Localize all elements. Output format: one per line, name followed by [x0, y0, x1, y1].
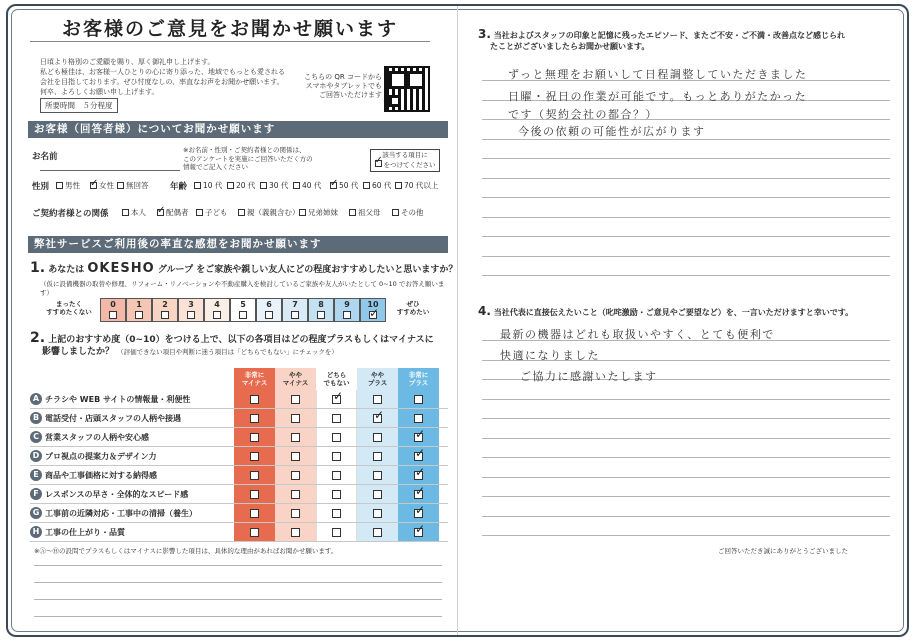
rating-row — [30, 466, 448, 485]
scale-number: 3 — [188, 300, 194, 309]
writing-line[interactable] — [34, 565, 442, 566]
writing-line[interactable] — [482, 516, 890, 517]
rating-checkbox[interactable] — [373, 528, 382, 537]
rating-checkbox[interactable] — [250, 509, 259, 518]
rating-row — [30, 523, 448, 542]
rating-checkbox[interactable] — [414, 452, 423, 461]
rating-checkbox[interactable] — [250, 433, 259, 442]
q3-text-line: たことがございましたらお聞かせ願います。 — [490, 42, 650, 51]
rating-column-header: 非常に プラス — [398, 368, 439, 390]
rating-checkbox[interactable] — [332, 490, 341, 499]
rating-row — [30, 428, 448, 447]
writing-line[interactable] — [34, 582, 442, 583]
rating-checkbox[interactable] — [414, 509, 423, 518]
rating-row-label: B 電話受付・店頭スタッフの人柄や接遇 — [30, 412, 181, 424]
gender-option[interactable] — [90, 180, 114, 191]
scale-option-10[interactable] — [360, 298, 386, 322]
rating-row-label: G 工事前の近隣対応・工事中の清掃（養生） — [30, 507, 197, 519]
relation-label: ご契約者様との関係 — [32, 209, 109, 219]
rating-checkbox[interactable] — [291, 433, 300, 442]
scale-option-4[interactable] — [204, 298, 230, 322]
gender-option-label: 男性 — [65, 181, 80, 190]
rating-checkbox[interactable] — [373, 414, 382, 423]
q3-answer-line: 今後の依頼の可能性が広がります — [518, 125, 706, 138]
rating-row-label: F レスポンスの早さ・全体的なスピード感 — [30, 488, 188, 500]
gender-option-label: 女性 — [99, 181, 114, 190]
rating-checkbox[interactable] — [373, 452, 382, 461]
scale-option-7[interactable] — [282, 298, 308, 322]
rating-row-label: E 商品や工事価格に対する納得感 — [30, 469, 157, 481]
q1-text-a: あなたは — [48, 265, 85, 275]
rating-column-header: やや マイナス — [275, 368, 316, 390]
scale-option-9[interactable] — [334, 298, 360, 322]
checkbox[interactable] — [196, 209, 203, 216]
q3-title — [478, 29, 898, 52]
rating-checkbox[interactable] — [373, 509, 382, 518]
relation-option[interactable] — [157, 207, 189, 218]
rating-checkbox[interactable] — [291, 471, 300, 480]
scale-left-label — [40, 300, 98, 316]
checkbox[interactable] — [392, 209, 399, 216]
rating-checkbox[interactable] — [250, 528, 259, 537]
relation-option[interactable] — [299, 207, 338, 218]
relation-option[interactable] — [122, 207, 146, 218]
scale-checkbox[interactable] — [135, 311, 143, 319]
check-instruction — [370, 149, 440, 172]
q1-subtext: （仮に設備機器の取替や修理、リフォーム・リノベーションや不動産購入を検討しているご家族や友人がいたとして 0~10 でお答え願います） — [40, 280, 445, 297]
checkbox[interactable] — [157, 209, 164, 216]
rating-header — [234, 368, 439, 390]
scale-checkbox[interactable] — [213, 311, 221, 319]
rating-checkbox[interactable] — [332, 471, 341, 480]
rating-checkbox[interactable] — [414, 528, 423, 537]
scale-checkbox[interactable] — [343, 311, 351, 319]
rating-checkbox[interactable] — [332, 433, 341, 442]
survey-section-title: 弊社サービスご利用後の率直な感想をお聞かせ願います — [28, 236, 448, 253]
rating-row — [30, 447, 448, 466]
scale-number: 7 — [292, 300, 298, 309]
scale-number: 9 — [344, 300, 350, 309]
privacy-note-line: このアンケートを実施にご回答いただく方の — [183, 154, 313, 163]
scale-checkbox[interactable] — [187, 311, 195, 319]
scale-checkbox[interactable] — [239, 311, 247, 319]
q3-text-line: 当社およびスタッフの印象と記憶に残ったエピソード、またご不安・ご不満・改善点など感じられ — [493, 31, 845, 40]
q2-title — [30, 332, 450, 358]
checkbox[interactable] — [330, 182, 337, 189]
rating-checkbox[interactable] — [291, 528, 300, 537]
age-option[interactable] — [363, 180, 391, 191]
q4-text: 当社代表に直接伝えたいこと（叱咤激励・ご意見やご要望など）を、一言いただけますと幸いです。 — [493, 308, 854, 317]
checkbox[interactable] — [349, 209, 356, 216]
age-label: 年齢 — [170, 182, 188, 192]
writing-line[interactable] — [482, 197, 890, 198]
thank-you-note: ご回答いただき誠にありがとうございました — [718, 547, 848, 555]
scale-option-8[interactable] — [308, 298, 334, 322]
rating-row-label: A チラシや WEB サイトの情報量・利便性 — [30, 393, 190, 405]
age-option-label: 30 代 — [269, 181, 289, 190]
relation-option[interactable] — [349, 207, 381, 218]
item-letter-badge: E — [30, 469, 42, 481]
rating-checkbox[interactable] — [414, 471, 423, 480]
scale-checkbox[interactable] — [369, 311, 377, 319]
item-letter-badge: B — [30, 412, 42, 424]
writing-line[interactable] — [482, 256, 890, 257]
rating-checkbox[interactable] — [373, 471, 382, 480]
relation-option-label: 兄弟姉妹 — [308, 208, 338, 217]
q3-number: 3. — [478, 27, 491, 41]
checkbox[interactable] — [122, 209, 129, 216]
scale-option-6[interactable] — [256, 298, 282, 322]
q4-number: 4. — [478, 304, 491, 318]
q3-answer-line: 日曜・祝日の作業が可能です。もっとありがたかった — [508, 90, 808, 103]
q4-answer-line: 最新の機器はどれも取扱いやすく、とても便利で — [500, 328, 775, 341]
writing-line[interactable] — [482, 275, 890, 276]
item-letter-badge: F — [30, 488, 42, 500]
checkbox[interactable] — [56, 182, 63, 189]
scale-number: 8 — [318, 300, 324, 309]
q3-answer-line: です（契約会社の都合？） — [508, 108, 658, 121]
scale-checkbox[interactable] — [317, 311, 325, 319]
relation-option-label: 祖父母 — [358, 208, 381, 217]
q2-text-line: 影響しましたか？ — [42, 347, 115, 357]
privacy-note-line: 情報でご記入ください — [183, 163, 248, 171]
rating-row-label: C 営業スタッフの人柄や安心感 — [30, 431, 149, 443]
qr-caption-line: スマホやタブレットでも — [305, 82, 382, 90]
intro-line: 私ども極佳は、お客様一人ひとりの心に寄り添った、地域でもっとも愛される — [40, 68, 285, 76]
gender-option-label: 無回答 — [126, 181, 149, 190]
relation-option[interactable] — [392, 207, 424, 218]
rating-checkbox[interactable] — [332, 528, 341, 537]
rating-checkbox[interactable] — [373, 433, 382, 442]
scale-number: 2 — [162, 300, 168, 309]
scale-right-line: ぜひ — [406, 300, 420, 308]
rating-row — [30, 390, 448, 409]
rating-checkbox[interactable] — [250, 452, 259, 461]
writing-line[interactable] — [482, 236, 890, 237]
writing-line[interactable] — [482, 535, 890, 536]
writing-line[interactable] — [482, 158, 890, 159]
rating-column-header: どちら でもない — [316, 368, 357, 390]
privacy-note-line: ※お名前・性別・ご契約者様との関係は、 — [183, 146, 306, 154]
age-option[interactable] — [194, 180, 222, 191]
age-option[interactable] — [330, 180, 358, 191]
scale-number: 1 — [136, 300, 142, 309]
title-divider — [30, 41, 430, 42]
intro-text — [40, 57, 302, 97]
intro-line: 会社を目指しております。ぜひ忖度なしの、率直なお声をお聞かせ願います。 — [40, 78, 284, 86]
scale-checkbox[interactable] — [109, 311, 117, 319]
rating-checkbox[interactable] — [250, 395, 259, 404]
rating-checkbox[interactable] — [414, 433, 423, 442]
age-option-label: 60 代 — [372, 181, 392, 190]
relation-option[interactable] — [238, 207, 300, 218]
rating-checkbox[interactable] — [332, 509, 341, 518]
brand-logo: OKESHO — [87, 261, 155, 276]
qr-caption — [300, 73, 382, 100]
rating-row — [30, 504, 448, 523]
checkbox[interactable] — [238, 209, 245, 216]
rating-row — [30, 409, 448, 428]
age-option[interactable] — [260, 180, 288, 191]
writing-line[interactable] — [482, 477, 890, 478]
rating-checkbox[interactable] — [291, 414, 300, 423]
intro-line: 何卒、よろしくお願い申し上げます。 — [40, 88, 159, 96]
rating-checkbox[interactable] — [332, 414, 341, 423]
checkbox[interactable] — [90, 182, 97, 189]
q4-answer-line: ご協力に感謝いたします — [520, 370, 658, 383]
scale-option-5[interactable] — [230, 298, 256, 322]
relation-option[interactable] — [196, 207, 228, 218]
writing-line[interactable] — [482, 399, 890, 400]
checkbox[interactable] — [363, 182, 370, 189]
rating-checkbox[interactable] — [373, 490, 382, 499]
checkbox[interactable] — [194, 182, 201, 189]
q1-title — [30, 262, 457, 276]
gender-label: 性別 — [32, 182, 50, 192]
rating-checkbox[interactable] — [414, 490, 423, 499]
age-option-label: 70 代以上 — [404, 181, 439, 190]
checkbox[interactable] — [293, 182, 300, 189]
check-instruction-line: 該当する項目に — [382, 151, 428, 159]
writing-line[interactable] — [34, 616, 442, 617]
checkbox[interactable] — [227, 182, 234, 189]
item-letter-badge: H — [30, 526, 42, 538]
gender-option[interactable] — [117, 180, 149, 191]
checkbox[interactable] — [395, 182, 402, 189]
scale-option-0[interactable] — [100, 298, 126, 322]
item-letter-badge: C — [30, 431, 42, 443]
q2-subtext: （評価できない項目や判断に迷う項目は「どちらでもない」にチェックを） — [117, 348, 338, 356]
rating-checkbox[interactable] — [291, 509, 300, 518]
relation-option-label: その他 — [401, 208, 424, 217]
scale-left-line: まったく — [56, 300, 82, 308]
qr-caption-line: こちらの QR コードから — [304, 73, 382, 81]
rating-checkbox[interactable] — [414, 414, 423, 423]
scale-right-label — [388, 300, 438, 316]
scale-option-3[interactable] — [178, 298, 204, 322]
writing-line[interactable] — [34, 599, 442, 600]
rating-checkbox[interactable] — [291, 490, 300, 499]
age-option[interactable] — [227, 180, 255, 191]
rating-checkbox[interactable] — [250, 490, 259, 499]
rating-column-header: やや プラス — [357, 368, 398, 390]
scale-number: 10 — [367, 300, 379, 309]
q2-text-line: 上記のおすすめ度（0~10）をつける上で、以下の各項目はどの程度プラスもしくはマイナスに — [48, 335, 434, 345]
checkbox[interactable] — [117, 182, 124, 189]
privacy-note — [183, 146, 333, 172]
checkbox[interactable] — [299, 209, 306, 216]
rating-row — [30, 485, 448, 504]
time-required: 所要時間 ５分程度 — [40, 98, 118, 113]
scale-right-line: すすめたい — [396, 308, 430, 316]
qr-caption-line: ご回答いただけます — [319, 91, 382, 99]
scale-checkbox[interactable] — [265, 311, 273, 319]
item-letter-badge: G — [30, 507, 42, 519]
rating-checkbox[interactable] — [250, 471, 259, 480]
q4-answer-line: 快適になりました — [500, 349, 600, 362]
scale-option-1[interactable] — [126, 298, 152, 322]
relation-option-label: 子ども — [205, 208, 228, 217]
q2-footnote: ※Ⓐ〜Ⓗの設問でプラスもしくはマイナスに影響した項目は、具体的な理由があればお聞かせ願います。 — [34, 547, 338, 555]
scale-option-2[interactable] — [152, 298, 178, 322]
writing-line[interactable] — [482, 496, 890, 497]
checkbox[interactable] — [260, 182, 267, 189]
rating-checkbox[interactable] — [250, 414, 259, 423]
scale-number: 4 — [214, 300, 220, 309]
rating-checkbox[interactable] — [414, 395, 423, 404]
relation-option-label: 親（義親含む） — [247, 208, 300, 217]
writing-line[interactable] — [482, 418, 890, 419]
qr-code-icon[interactable] — [384, 66, 430, 112]
age-option-label: 40 代 — [302, 181, 322, 190]
writing-line[interactable] — [482, 457, 890, 458]
gender-option[interactable] — [56, 180, 80, 191]
rating-checkbox[interactable] — [291, 395, 300, 404]
q1-text-b: グループ をご家族や親しい友人にどの程度おすすめしたいと思いますか？ — [157, 265, 458, 275]
q2-number: 2. — [30, 330, 46, 346]
scale-left-line: すすめたくない — [46, 308, 92, 316]
check-instruction-line: ✓をつけてください — [373, 160, 437, 170]
rating-checkbox[interactable] — [373, 395, 382, 404]
intro-line: 日頃より格別のご愛顧を賜り、厚く御礼申し上げます。 — [40, 58, 215, 66]
name-input-line[interactable] — [40, 170, 180, 171]
scale-number: 5 — [240, 300, 246, 309]
age-option[interactable] — [293, 180, 321, 191]
rating-checkbox[interactable] — [291, 452, 300, 461]
age-option-label: 20 代 — [236, 181, 256, 190]
rating-column-header: 非常に マイナス — [234, 368, 275, 390]
customer-section-title: お客様（回答者様）についてお聞かせ願います — [28, 121, 448, 138]
scale-number: 0 — [110, 300, 116, 309]
rating-row-label: D プロ視点の提案力＆デザイン力 — [30, 450, 156, 462]
age-option[interactable] — [395, 180, 438, 191]
checkbox-example-icon — [375, 160, 382, 167]
rating-checkbox[interactable] — [332, 395, 341, 404]
item-letter-badge: A — [30, 393, 42, 405]
scale-number: 6 — [266, 300, 272, 309]
writing-line[interactable] — [482, 438, 890, 439]
recommend-scale — [100, 298, 386, 322]
relation-option-label: 配偶者 — [166, 208, 189, 217]
age-option-label: 50 代 — [339, 181, 359, 190]
writing-line[interactable] — [482, 217, 890, 218]
scale-checkbox[interactable] — [291, 311, 299, 319]
age-option-label: 10 代 — [203, 181, 223, 190]
scale-checkbox[interactable] — [161, 311, 169, 319]
relation-option-label: 本人 — [131, 208, 146, 217]
name-label: お名前 — [32, 152, 58, 162]
q1-number: 1. — [30, 260, 46, 276]
rating-checkbox[interactable] — [332, 452, 341, 461]
rating-row-label: H 工事の仕上がり・品質 — [30, 526, 125, 538]
page-title: お客様のご意見をお聞かせ願います — [61, 18, 398, 40]
q4-title — [478, 306, 898, 318]
q3-answer-line: ずっと無理をお願いして日程調整していただきました — [508, 68, 808, 81]
fold-line — [457, 6, 458, 635]
item-letter-badge: D — [30, 450, 42, 462]
writing-line[interactable] — [482, 178, 890, 179]
